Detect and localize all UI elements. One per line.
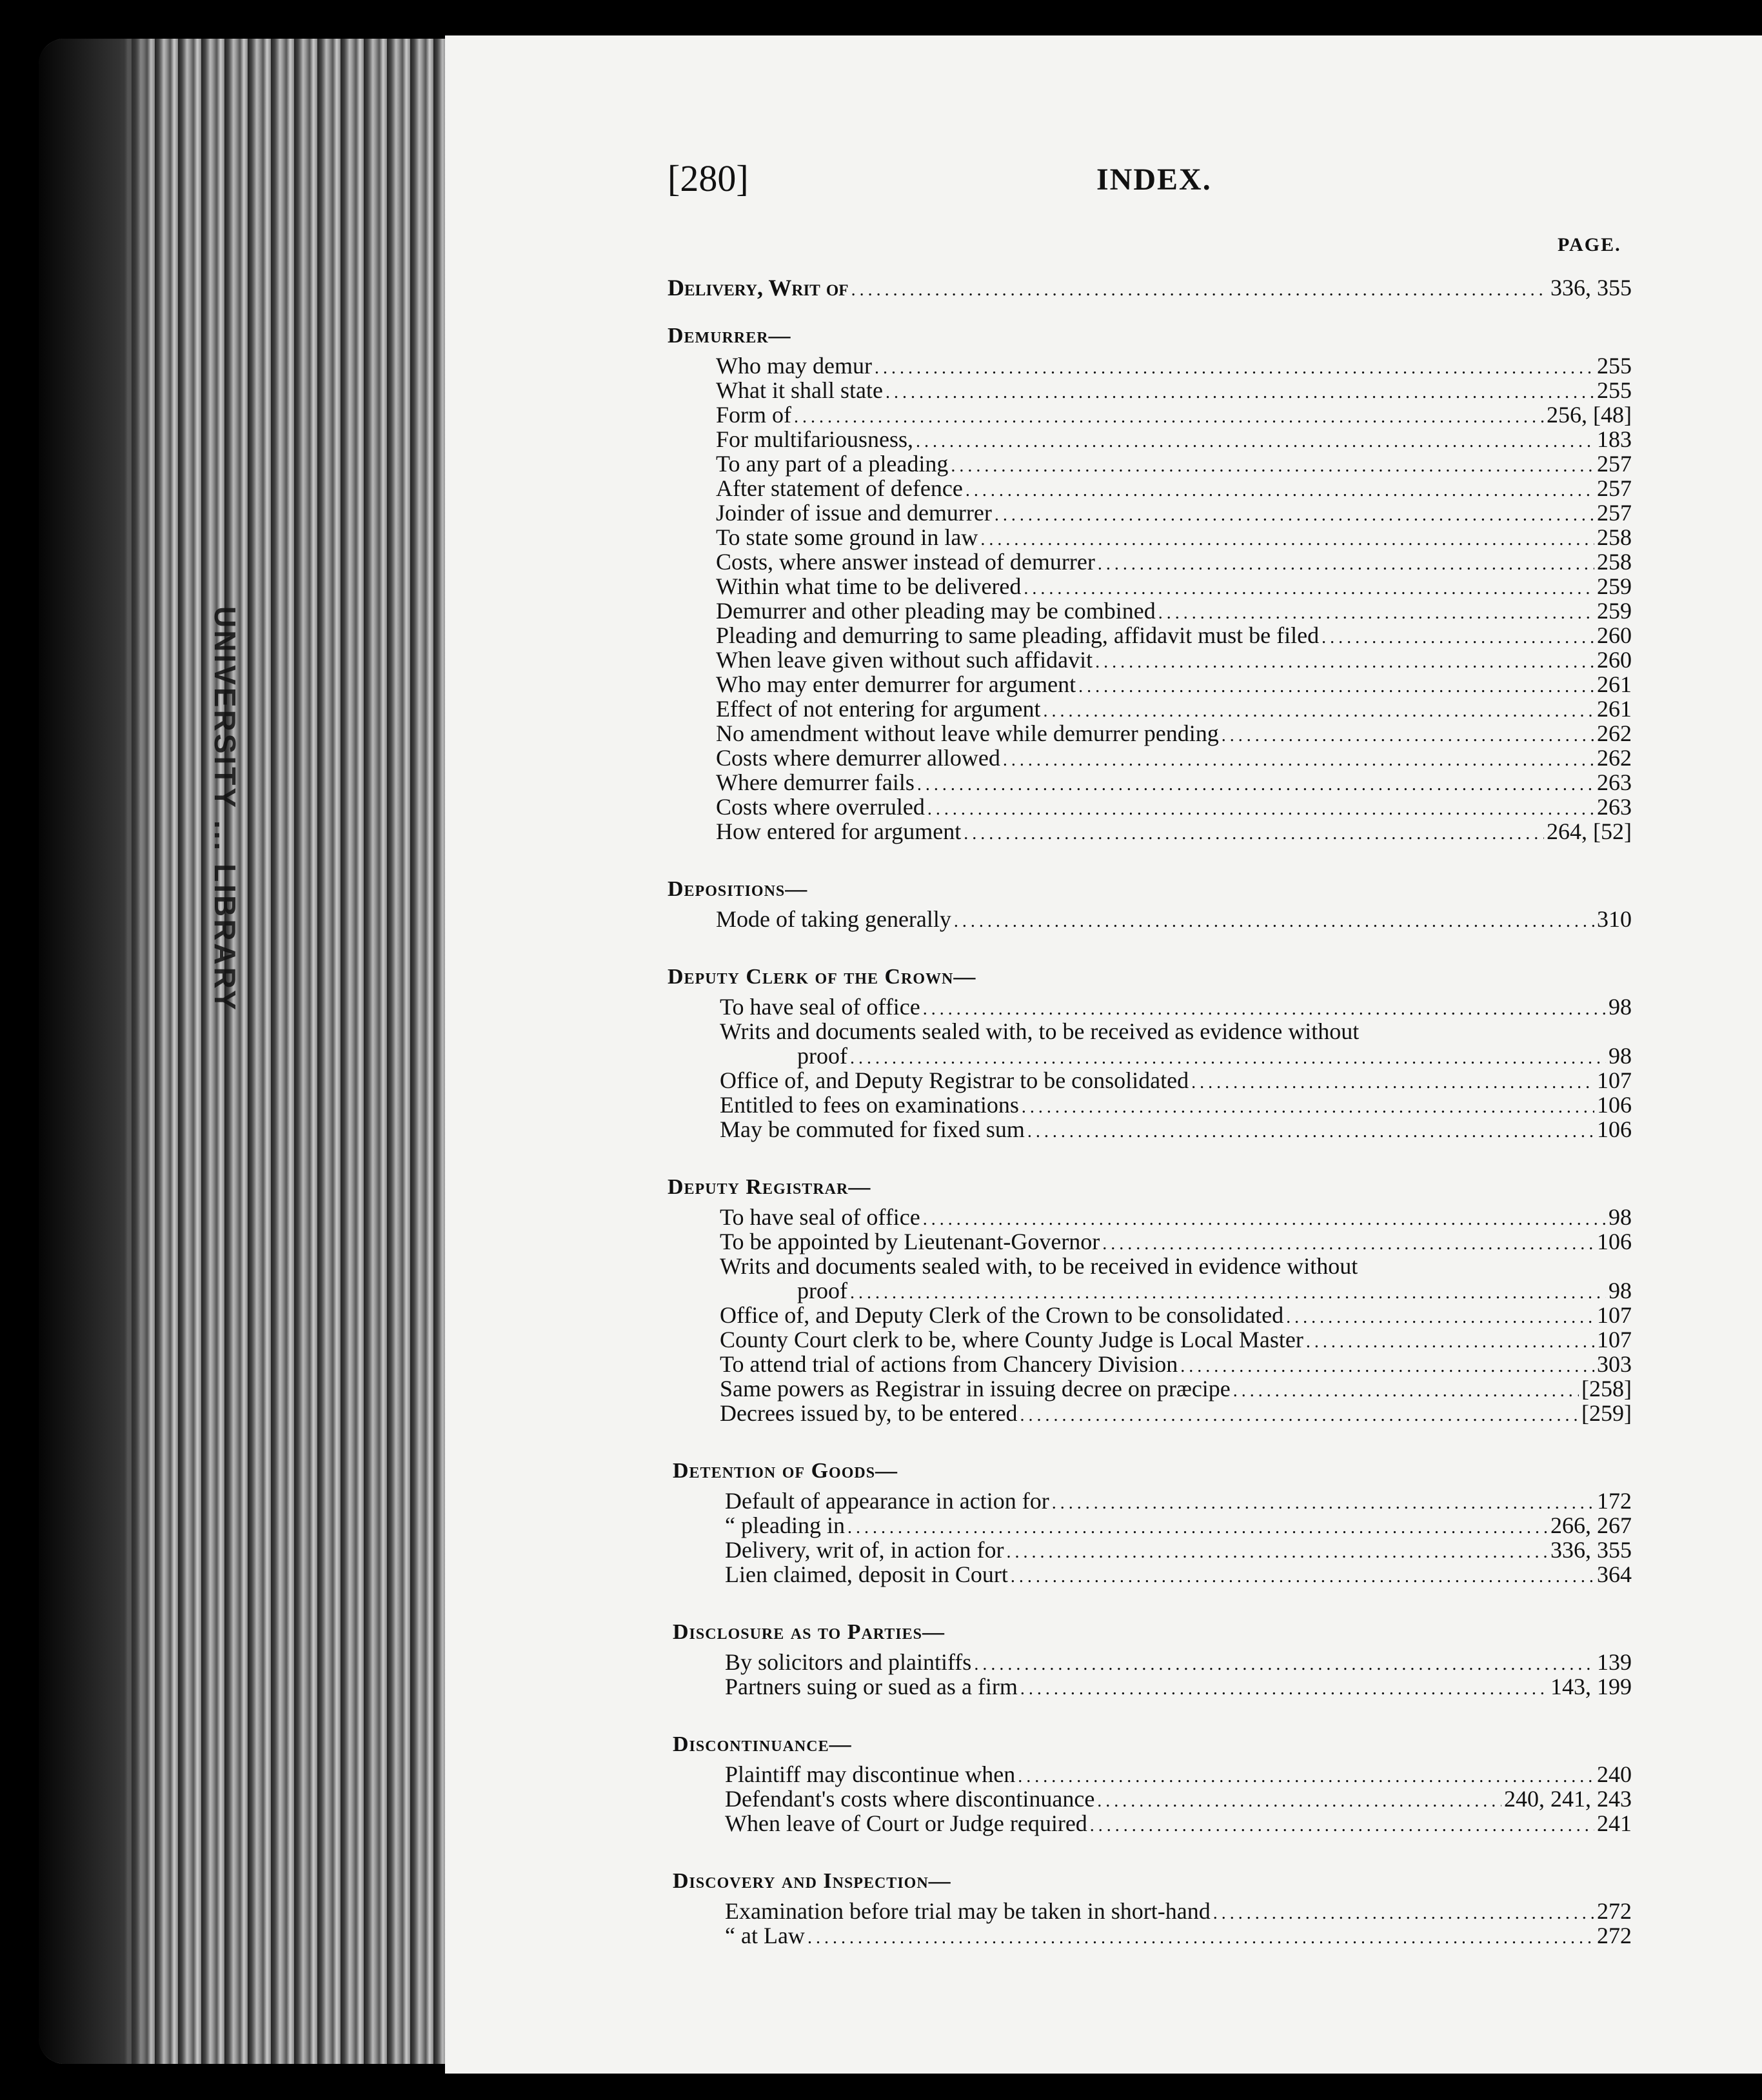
dot-leader <box>1098 552 1594 577</box>
entry-title: Writs and documents sealed with, to be received in evidence without <box>720 1253 1358 1279</box>
index-entry <box>797 1044 1632 1071</box>
dot-leader <box>1222 724 1594 748</box>
index-entry <box>716 402 1632 430</box>
entry-page-ref: 260 <box>1597 622 1632 648</box>
index-entry <box>716 770 1632 797</box>
index-entry <box>720 1205 1632 1232</box>
dot-leader <box>995 503 1594 528</box>
dot-leader <box>1003 748 1594 773</box>
entry-title: To have seal of office <box>720 994 920 1020</box>
entry-page-ref: 240, 241, 243 <box>1504 1786 1632 1812</box>
index-entry <box>716 907 1632 934</box>
entry-page-ref: 255 <box>1597 377 1632 403</box>
entry-page-ref: 261 <box>1597 671 1632 697</box>
entry-page-ref: 262 <box>1597 720 1632 746</box>
entry-page-ref: 272 <box>1597 1898 1632 1924</box>
entry-page-ref: 257 <box>1597 500 1632 526</box>
entry-page-ref: 107 <box>1597 1302 1632 1328</box>
dot-leader <box>1020 1677 1548 1701</box>
index-entry <box>725 1787 1632 1814</box>
entry-title: Writs and documents sealed with, to be received as evidence without <box>720 1018 1360 1044</box>
section-heading: Discovery and Inspection— <box>673 1869 951 1893</box>
index-entry <box>716 697 1632 724</box>
entry-title: Partners suing or sued as a firm <box>725 1674 1018 1699</box>
entry-page-ref: 303 <box>1597 1351 1632 1377</box>
entry-page-ref: 139 <box>1597 1649 1632 1675</box>
index-entry <box>716 746 1632 773</box>
index-entry <box>725 1899 1632 1926</box>
dot-leader <box>886 381 1594 405</box>
entry-page-ref: 257 <box>1597 475 1632 501</box>
index-entry <box>720 1093 1632 1120</box>
index-entry <box>716 648 1632 675</box>
dot-leader <box>974 1652 1594 1677</box>
index-entry <box>725 1489 1632 1516</box>
entry-page-ref: 257 <box>1597 451 1632 477</box>
entry-page-ref: 336, 355 <box>1550 275 1632 301</box>
entry-title: Effect of not entering for argument <box>716 696 1041 722</box>
page-title: INDEX. <box>1096 163 1212 197</box>
section-heading: Discontinuance— <box>673 1732 852 1756</box>
entry-title: When leave of Court or Judge required <box>725 1810 1087 1836</box>
index-entry <box>725 1811 1632 1838</box>
dot-leader <box>1007 1540 1548 1565</box>
section-heading: Disclosure as to Parties— <box>673 1620 945 1644</box>
entry-title: What it shall state <box>716 377 883 403</box>
index-entry <box>716 672 1632 699</box>
entry-title: How entered for argument <box>716 818 962 844</box>
dot-leader <box>851 278 1548 302</box>
entry-title: Joinder of issue and demurrer <box>716 500 992 526</box>
index-entry <box>797 1278 1632 1305</box>
index-entry <box>716 451 1632 479</box>
entry-title: Office of, and Deputy Registrar to be consolidated <box>720 1067 1189 1093</box>
entry-page-ref: 143, 199 <box>1550 1674 1632 1699</box>
entry-title: To be appointed by Lieutenant-Governor <box>720 1229 1100 1254</box>
spine-shadow <box>39 39 155 2064</box>
entry-title: Costs where demurrer allowed <box>716 745 1000 771</box>
entry-page-ref: 107 <box>1597 1327 1632 1352</box>
library-stamp: UNIVERSITY ... LIBRARY <box>208 606 242 1013</box>
index-entry <box>716 721 1632 748</box>
dot-leader <box>1020 1403 1579 1428</box>
dot-leader <box>1011 1565 1594 1589</box>
dot-leader <box>1097 1789 1501 1814</box>
entry-title: When leave given without such affidavit <box>716 647 1093 673</box>
dot-leader <box>1286 1305 1594 1330</box>
page-column-label: PAGE. <box>1558 234 1621 255</box>
entry-title: Lien claimed, deposit in Court <box>725 1561 1008 1587</box>
dot-leader <box>1022 1095 1594 1120</box>
index-entry <box>716 427 1632 454</box>
entry-page-ref: 263 <box>1597 769 1632 795</box>
entry-page-ref: 98 <box>1609 994 1632 1020</box>
index-entry <box>716 476 1632 503</box>
index-entry <box>720 1327 1632 1354</box>
entry-title: Costs, where answer instead of demurrer <box>716 549 1095 575</box>
entry-page-ref: 107 <box>1597 1067 1632 1093</box>
entry-title: Entitled to fees on examinations <box>720 1092 1019 1118</box>
entry-title: To any part of a pleading <box>716 451 949 477</box>
dot-leader <box>954 909 1594 934</box>
index-entry <box>720 1352 1632 1379</box>
entry-page-ref: 258 <box>1597 524 1632 550</box>
entry-page-ref: 259 <box>1597 598 1632 624</box>
dot-leader <box>1052 1491 1594 1516</box>
entry-page-ref: 98 <box>1609 1204 1632 1230</box>
section-heading: Detention of Goods— <box>673 1459 898 1483</box>
dot-leader <box>1191 1071 1594 1095</box>
entry-page-ref: 106 <box>1597 1116 1632 1142</box>
entry-title: Examination before trial may be taken in short-hand <box>725 1898 1211 1924</box>
entry-page-ref: 98 <box>1609 1043 1632 1069</box>
entry-page-ref: 260 <box>1597 647 1632 673</box>
entry-page-ref: 310 <box>1597 906 1632 932</box>
index-entry <box>716 623 1632 650</box>
entry-title: Plaintiff may discontinue when <box>725 1761 1016 1787</box>
entry-page-ref: 256, [48] <box>1547 402 1632 428</box>
dot-leader <box>1322 626 1594 650</box>
entry-page-ref: 262 <box>1597 745 1632 771</box>
index-entry <box>725 1650 1632 1677</box>
entry-title: Defendant's costs where discontinuance <box>725 1786 1095 1812</box>
entry-title: Mode of taking generally <box>716 906 951 932</box>
entry-title: County Court clerk to be, where County Judge is Local Master <box>720 1327 1303 1352</box>
entry-title: Form of <box>716 402 791 428</box>
entry-title: Who may demur <box>716 353 872 379</box>
index-entry <box>725 1923 1632 1950</box>
index-entry <box>720 1303 1632 1330</box>
index-entry <box>720 995 1632 1022</box>
index-entry <box>720 1117 1632 1144</box>
index-entry <box>720 1376 1632 1403</box>
dot-leader <box>916 430 1594 454</box>
top-entry-title: Delivery, Writ of <box>668 275 849 301</box>
index-entry <box>716 599 1632 626</box>
entry-title: To attend trial of actions from Chancery Division <box>720 1351 1178 1377</box>
dot-leader <box>875 356 1594 381</box>
entry-title: After statement of defence <box>716 475 963 501</box>
section-heading: Deputy Registrar— <box>668 1175 871 1199</box>
entry-title: Who may enter demurrer for argument <box>716 671 1076 697</box>
entry-title: “ pleading in <box>725 1512 845 1538</box>
index-entry <box>716 574 1632 601</box>
index-entry <box>720 1229 1632 1256</box>
entry-title: Decrees issued by, to be entered <box>720 1400 1018 1426</box>
dot-leader <box>1095 650 1594 675</box>
dot-leader <box>1027 1120 1594 1144</box>
dot-leader <box>1213 1901 1594 1926</box>
entry-title: Office of, and Deputy Clerk of the Crown to be consolidated <box>720 1302 1284 1328</box>
dot-leader <box>964 822 1544 846</box>
entry-page-ref: 264, [52] <box>1547 818 1632 844</box>
entry-page-ref: 106 <box>1597 1092 1632 1118</box>
dot-leader <box>927 797 1594 822</box>
entry-page-ref: [258] <box>1581 1376 1632 1402</box>
index-page <box>445 35 1762 2074</box>
entry-title: For multifariousness, <box>716 426 913 452</box>
entry-title: To state some ground in law <box>716 524 978 550</box>
entry-title: Costs where overruled <box>716 794 925 820</box>
entry-page-ref: 263 <box>1597 794 1632 820</box>
dot-leader <box>1233 1379 1579 1403</box>
entry-title: No amendment without leave while demurrer pending <box>716 720 1219 746</box>
entry-title: Pleading and demurring to same pleading, affidavit must be filed <box>716 622 1320 648</box>
dot-leader <box>807 1926 1594 1950</box>
entry-title: Demurrer and other pleading may be combined <box>716 598 1156 624</box>
entry-page-ref: 172 <box>1597 1488 1632 1514</box>
entry-title: Where demurrer fails <box>716 769 915 795</box>
entry-title: By solicitors and plaintiffs <box>725 1649 972 1675</box>
entry-title: Same powers as Registrar in issuing decree on præcipe <box>720 1376 1231 1402</box>
entry-page-ref: 240 <box>1597 1761 1632 1787</box>
entry-page-ref: 255 <box>1597 353 1632 379</box>
index-entry <box>725 1762 1632 1789</box>
index-entry <box>716 378 1632 405</box>
entry-page-ref: 261 <box>1597 696 1632 722</box>
entry-page-ref: 183 <box>1597 426 1632 452</box>
book-page-edges <box>39 39 490 2064</box>
dot-leader <box>1090 1814 1594 1838</box>
entry-page-ref: [259] <box>1581 1400 1632 1426</box>
entry-page-ref: 266, 267 <box>1550 1512 1632 1538</box>
index-entry <box>725 1513 1632 1540</box>
index-entry <box>668 275 1632 302</box>
entry-page-ref: 259 <box>1597 573 1632 599</box>
entry-page-ref: 336, 355 <box>1550 1537 1632 1563</box>
dot-leader <box>965 479 1594 503</box>
entry-page-ref: 241 <box>1597 1810 1632 1836</box>
index-entry <box>716 819 1632 846</box>
index-entry <box>720 1068 1632 1095</box>
index-entry <box>725 1562 1632 1589</box>
index-entry <box>716 500 1632 528</box>
section-heading: Deputy Clerk of the Crown— <box>668 965 976 989</box>
entry-continuation: proof <box>797 1043 847 1069</box>
dot-leader <box>1078 675 1594 699</box>
page-number: [280] <box>668 157 749 199</box>
entry-page-ref: 364 <box>1597 1561 1632 1587</box>
entry-title: Delivery, writ of, in action for <box>725 1537 1004 1563</box>
index-entry <box>716 525 1632 552</box>
index-entry <box>725 1674 1632 1701</box>
index-entry <box>716 353 1632 381</box>
dot-leader <box>917 773 1594 797</box>
index-entry <box>716 550 1632 577</box>
entry-continuation: proof <box>797 1278 847 1303</box>
section-heading: Depositions— <box>668 877 808 901</box>
index-entry <box>716 795 1632 822</box>
dot-leader <box>1180 1354 1594 1379</box>
entry-page-ref: 98 <box>1609 1278 1632 1303</box>
entry-title: Within what time to be delivered <box>716 573 1022 599</box>
index-entry <box>725 1538 1632 1565</box>
entry-title: To have seal of office <box>720 1204 920 1230</box>
entry-title: May be commuted for fixed sum <box>720 1116 1025 1142</box>
entry-title: Default of appearance in action for <box>725 1488 1049 1514</box>
entry-page-ref: 106 <box>1597 1229 1632 1254</box>
entry-page-ref: 272 <box>1597 1923 1632 1948</box>
dot-leader <box>1306 1330 1594 1354</box>
index-entry <box>720 1401 1632 1428</box>
entry-title: “ at Law <box>725 1923 805 1948</box>
entry-page-ref: 258 <box>1597 549 1632 575</box>
dot-leader <box>951 454 1594 479</box>
section-heading: Demurrer— <box>668 324 791 348</box>
